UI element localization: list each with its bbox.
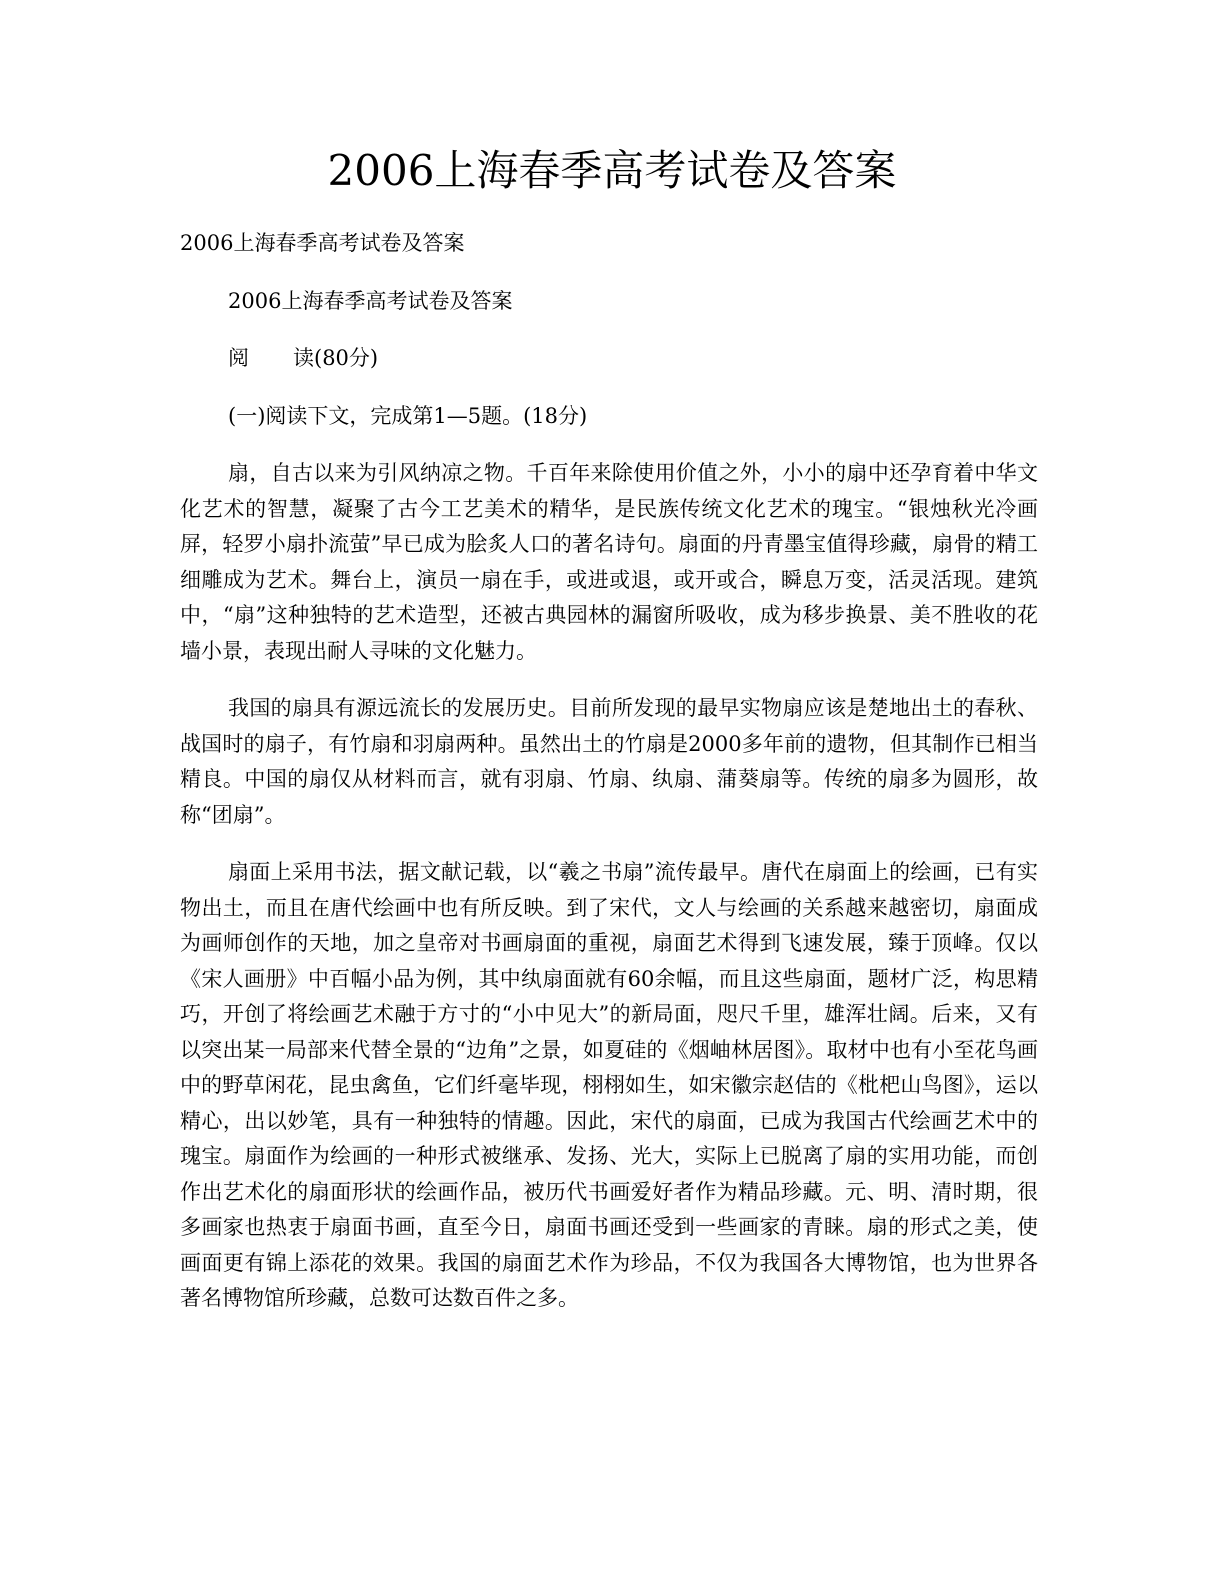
paragraph-3: 扇面上采用书法，据文献记载，以“羲之书扇”流传最早。唐代在扇面上的绘画，已有实物出土，而且在唐代绘画中也有所反映。到了宋代，文人与绘画的关系越来越密切，扇面成为画师创作的天地，加之皇帝对书画扇面的重视，扇面艺术得到飞速发展，臻于顶峰。仅以《宋人画册》中百幅小品为例，其中纨扇面就有60余幅，而且这些扇面，题材广泛，构思精巧，开创了将绘画艺术融于方寸的“小中见大”的新局面，咫尺千里，雄浑壮阔。后来，又有以突出某一局部来代替全景的“边角”之景，如夏硅的《烟岫林居图》。取材中也有小至花鸟画中的野草闲花，昆虫禽鱼，它们纤毫毕现，栩栩如生，如宋徽宗赵佶的《枇杷山鸟图》，运以精心，出以妙笔，具有一种独特的情趣。因此，宋代的扇面，已成为我国古代绘画艺术中的瑰宝。扇面作为绘画的一种形式被继承、发扬、光大，实际上已脱离了扇的实用功能，而创作出艺术化的扇面形状的绘画作品，被历代书画爱好者作为精品珍藏。元、明、清时期，很多画家也热衷于扇面书画，直至今日，扇面书画还受到一些画家的青睐。扇的形式之美，使画面更有锦上添花的效果。我国的扇面艺术作为珍品，不仅为我国各大博物馆，也为世界各著名博物馆所珍藏，总数可达数百件之多。	[180, 860, 1038, 1310]
section-heading-score: (80分)	[314, 346, 379, 370]
paragraph-1: 扇，自古以来为引风纳凉之物。千百年来除使用价值之外，小小的扇中还孕育着中华文化艺术的智慧，凝聚了古今工艺美术的精华，是民族传统文化艺术的瑰宝。“银烛秋光冷画屏，轻罗小扇扑流萤”早已成为脍炙人口的著名诗句。扇面的丹青墨宝值得珍藏，扇骨的精工细雕成为艺术。舞台上，演员一扇在手，或进或退，或开或合，瞬息万变，活灵活现。建筑中，“扇”这种独特的艺术造型，还被古典园林的漏窗所吸收，成为移步换景、美不胜收的花墙小景，表现出耐人寻味的文化魅力。	[180, 461, 1038, 663]
document-subtitle: 2006上海春季高考试卷及答案	[180, 231, 465, 255]
document-subtitle-indented: 2006上海春季高考试卷及答案	[228, 288, 513, 313]
question-instruction: (一)阅读下文，完成第1—5题。(18分)	[228, 403, 588, 428]
document-body	[180, 226, 1038, 1317]
section-heading-char1: 阅	[228, 346, 249, 370]
page-title: 2006上海春季高考试卷及答案	[327, 146, 897, 195]
section-heading	[180, 341, 1038, 377]
paragraph-2: 我国的扇具有源远流长的发展历史。目前所发现的最早实物扇应该是楚地出土的春秋、战国时的扇子，有竹扇和羽扇两种。虽然出土的竹扇是2000多年前的遗物，但其制作已相当精良。中国的扇仅从材料而言，就有羽扇、竹扇、纨扇、蒲葵扇等。传统的扇多为圆形，故称“团扇”。	[180, 696, 1038, 827]
section-heading-char2: 读	[293, 346, 314, 370]
